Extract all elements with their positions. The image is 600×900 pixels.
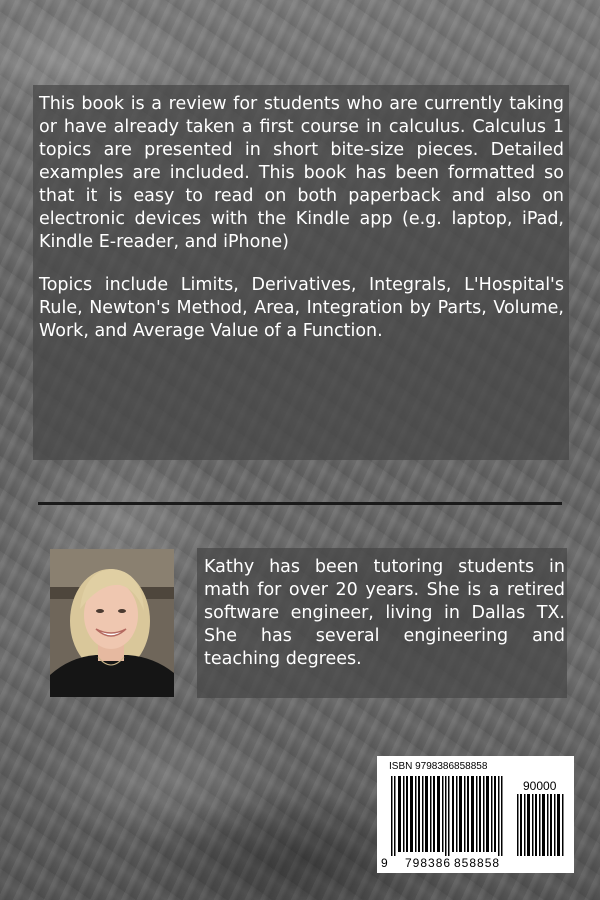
author-panel xyxy=(197,548,567,698)
isbn-barcode xyxy=(377,756,574,873)
barcode-digits-right: 858858 xyxy=(454,856,501,870)
book-description xyxy=(39,93,564,363)
author-portrait-image xyxy=(50,549,174,697)
barcode-digit-first: 9 xyxy=(381,856,388,870)
barcode-digits-left: 798386 xyxy=(405,856,452,870)
author-bio: Kathy has been tutoring students in math for over 20 years. She is a retired software engineer, living in Dallas TX. She has several engineering and teaching degrees. xyxy=(204,557,565,669)
section-divider xyxy=(38,502,562,505)
author-photo xyxy=(50,549,174,697)
description-panel xyxy=(33,85,569,460)
price-code: 90000 xyxy=(523,779,557,793)
description-paragraph-2: Topics include Limits, Derivatives, Integrals, L'Hospital's Rule, Newton's Method, Area, Integration by Parts, Volume, Work, and Average Value of a Function. xyxy=(39,275,564,341)
description-paragraph-1: This book is a review for students who are currently taking or have already taken a first course in calculus. Calculus 1 topics are presented in short bite-size pieces. Detailed examples are included. This book has been formatted so that it is easy to read on both paperback and also on electronic devices with the Kindle app (e.g. laptop, iPad, Kindle E-reader, and iPhone) xyxy=(39,94,564,252)
isbn-label: ISBN 9798386858858 xyxy=(389,761,488,772)
